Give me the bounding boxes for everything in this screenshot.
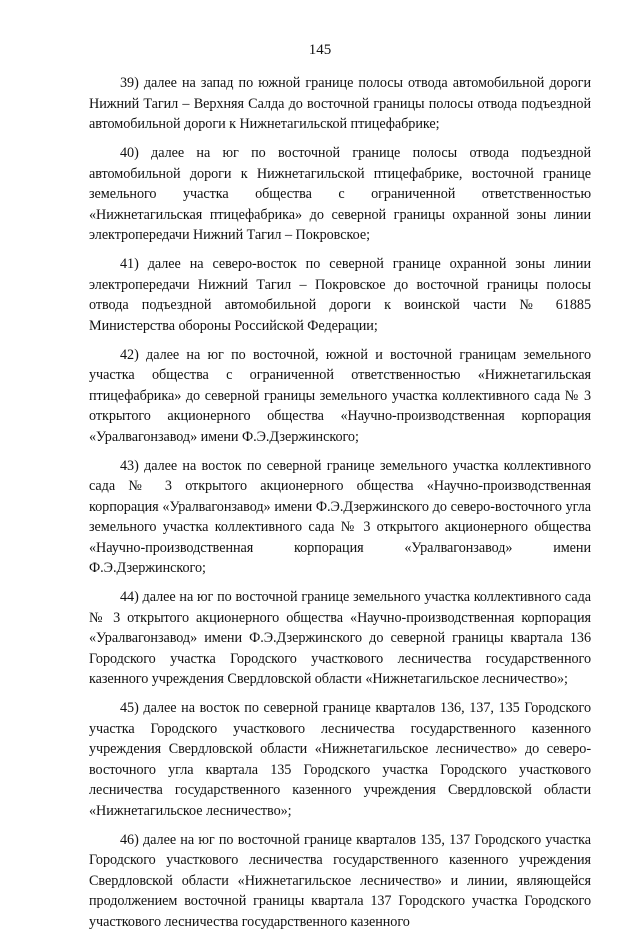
paragraph-44: 44) далее на юг по восточной границе земельного участка коллективного сада № 3 открытого акционерного общества «Научно-производственная корпорация «Уралвагонзавод» имени Ф.Э.Дзержинского до северной границы квартала 136 Городского участка Городского участкового лесничества государственного казенного учреждения Свердловской области «Нижнетагильское лесничество»;: [89, 589, 591, 687]
paragraph-42: 42) далее на юг по восточной, южной и восточной границам земельного участка общества с ограниченной ответственностью «Нижнетагильская птицефабрика» до северной границы земельного участка коллективного сада № 3 открытого акционерного общества «Научно-производственная корпорация «Уралвагонзавод» имени Ф.Э.Дзержинского;: [89, 346, 591, 445]
paragraph-46: 46) далее на юг по восточной границе кварталов 135, 137 Городского участка Городского участкового лесничества государственного казенного учреждения Свердловской области «Нижнетагильское лесничество» и линии, являющейся продолжением восточной границы квартала 137 Городского участка Городского участкового лесничества государственного казенного: [89, 831, 591, 930]
paragraph-45: 45) далее на восток по северной границе кварталов 136, 137, 135 Городского участка Городского участкового лесничества государственного казенного учреждения Свердловской области «Нижнетагильское лесничество» до северо-восточного угла квартала 135 Городского участка Городского участкового лесничества государственного казенного учреждения Свердловской области «Нижнетагильское лесничество»;: [89, 700, 591, 819]
paragraph-39: 39) далее на запад по южной границе полосы отвода автомобильной дороги Нижний Тагил – Верхняя Салда до восточной границы полосы отвода подъездной автомобильной дороги к Нижнетагильской птицефабрике;: [89, 75, 591, 132]
paragraph-40: 40) далее на юг по восточной границе полосы отвода подъездной автомобильной дороги к Нижнетагильской птицефабрике, восточной границе земельного участка общества с ограниченной ответственностью «Нижнетагильская птицефабрика» до северной границы охранной зоны линии электропередачи Нижний Тагил – Покровское;: [89, 145, 591, 243]
page-number: 145: [308, 42, 332, 58]
document-body: [89, 73, 591, 941]
paragraph-41: 41) далее на северо-восток по северной границе охранной зоны линии электропередачи Нижний Тагил – Покровское до восточной границы полосы отвода подъездной автомобильной дороги к воинской части № 61885 Министерства обороны Российской Федерации;: [89, 256, 591, 334]
paragraph-43: 43) далее на восток по северной границе земельного участка коллективного сада № 3 открытого акционерного общества «Научно-производственная корпорация «Уралвагонзавод» имени Ф.Э.Дзержинского до северо-восточного угла земельного участка коллективного сада № 3 открытого акционерного общества «Научно-производственная корпорация «Уралвагонзавод» имени Ф.Э.Дзержинского;: [89, 457, 591, 576]
